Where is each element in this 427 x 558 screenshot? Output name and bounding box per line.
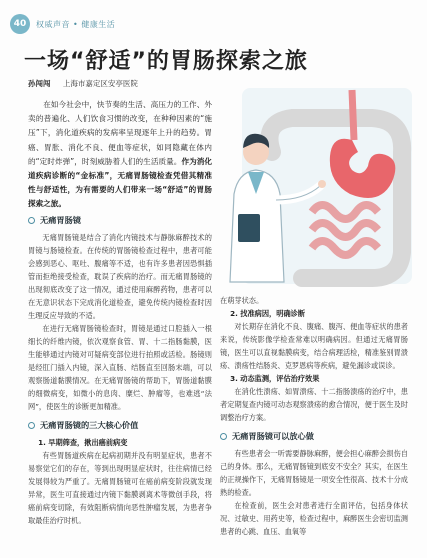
paragraph: 有些胃肠道疾病在起病初期并没有明显症状，患者不易察觉它们的存在，等到出现明显症状时，往往病情已经发展得较为严重了。无痛胃肠镜可在癌前病变阶段就发现异常，医生可直接通过内镜下黏膜剥离术等微创手段，将癌前病变切除，有效阻断病情向恶性肿瘤发展，为患者争取最佳治疗时机。 (28, 451, 212, 525)
paragraph: 在消化性溃疡、如胃溃疡、十二指肠溃疡的治疗中，患者定期复查内镜可动态观察溃疡的愈合情况，便于医生及时调整治疗方案。 (220, 387, 408, 422)
section-heading-painless-endoscopy (28, 214, 212, 227)
section-heading-text: 无痛胃肠镜可以放心做 (232, 431, 314, 441)
paragraph-continuation: 在萌芽状态。 (220, 296, 264, 305)
lead-text-2: 作为消化道疾病诊断的“金标准”，无痛胃肠镜检查凭借其精准性与舒适性，为有需要的人们带来一场“舒适”的胃肠探索之旅。 (28, 156, 212, 209)
page-header (10, 14, 115, 34)
page-number-badge: 40 (10, 14, 30, 34)
lead-paragraph (28, 98, 212, 212)
paragraph: 在进行无痛胃肠镜检查时，胃镜是通过口腔插入一根细长的纤维内镜，依次观察食管、胃、十二指肠黏膜，医生能够通过内镜对可疑病变部位进行拍照或活检。肠镜则是经肛门插入内镜，深入直肠、结肠直至回肠末端，可以观察肠道黏膜情况。在无痛胃肠镜的帮助下，胃肠道黏膜的细微病变，如微小的息肉、糜烂、肿瘤等，也难逃“法网”，使医生的诊断更加精准。 (28, 324, 212, 411)
circle-bullet-icon (220, 433, 227, 440)
paragraph: 有些患者会一听需要静脉麻醉，便会担心麻醉会损伤自己的身体。那么，无痛胃肠镜到底安不安全？其实，在医生的正规操作下，无痛胃肠镜是一项安全性很高、技术十分成熟的检查。 (220, 449, 408, 497)
separator: • (73, 19, 79, 29)
author-name: 孙闯闯 (28, 79, 51, 88)
circle-bullet-icon (28, 217, 35, 224)
section-label (36, 19, 115, 30)
right-column (220, 294, 408, 538)
section-heading-safety (220, 430, 408, 443)
author-affiliation: 上海市嘉定区安亭医院 (62, 79, 138, 88)
paragraph: 在检查前，医生会对患者进行全面评估，包括身体状况、过敏史、用药史等，检查过程中，麻醉医生会密切监测患者的心跳、血压、血氧等 (220, 501, 408, 536)
paragraph: 对长期存在消化不良、腹痛、腹泻、便血等症状的患者来说，传统影像学检查常难以明确病因。但通过无痛胃肠镜，医生可以直视黏膜病变，结合病理活检，精准鉴别胃溃疡、溃疡性结肠炎、克罗恩病等疾病，避免漏诊或误诊。 (220, 322, 408, 370)
section-heading-text: 无痛胃肠镜 (40, 215, 81, 225)
section-heading-text: 无痛胃肠镜的三大核心价值 (40, 420, 139, 430)
lead-text-1: 在如今社会中，快节奏的生活、高压力的工作、外卖的普遍化、人们饮食习惯的改变，在种种因素的“施压”下，消化道疾病的发病率呈现逐年上升的趋势。胃癌、胃胀、消化不良、便血等症状，如同隐藏在体内的“定时炸弹”，时刻威胁着人们的生活质量。 (28, 100, 212, 166)
category-name: 健康生活 (81, 19, 116, 29)
esophagus (352, 90, 354, 140)
section-heading-core-value (28, 419, 212, 432)
paragraph: 无痛胃肠镜是结合了消化内镜技术与静脉麻醉技术的胃镜与肠镜检查。在传统的胃肠镜检查过程中，患者可能会感到恶心、呕吐、腹痛等不适，也有许多患者因恐惧插管而拒绝接受检查，耽误了疾病的治疗。而无痛胃肠镜的出现彻底改变了这一情况，通过使用麻醉药物，患者可以在无意识状态下完成消化道检查，避免传统内镜检查时因生理反应导致的不适。 (28, 233, 212, 320)
article-title: 一场“舒适”的胃肠探索之旅 (24, 49, 308, 74)
circle-bullet-icon (28, 422, 35, 429)
subheading: 2. 找准病因，明确诊断 (230, 309, 306, 318)
column-name: 权威声音 (36, 19, 70, 29)
left-column (28, 214, 212, 527)
subheading: 3. 动态监测，评估治疗效果 (230, 374, 320, 383)
byline (28, 78, 138, 89)
doctor-gut-illustration (212, 82, 418, 290)
subheading: 1. 早期筛查，揪出癌前病变 (38, 438, 128, 447)
